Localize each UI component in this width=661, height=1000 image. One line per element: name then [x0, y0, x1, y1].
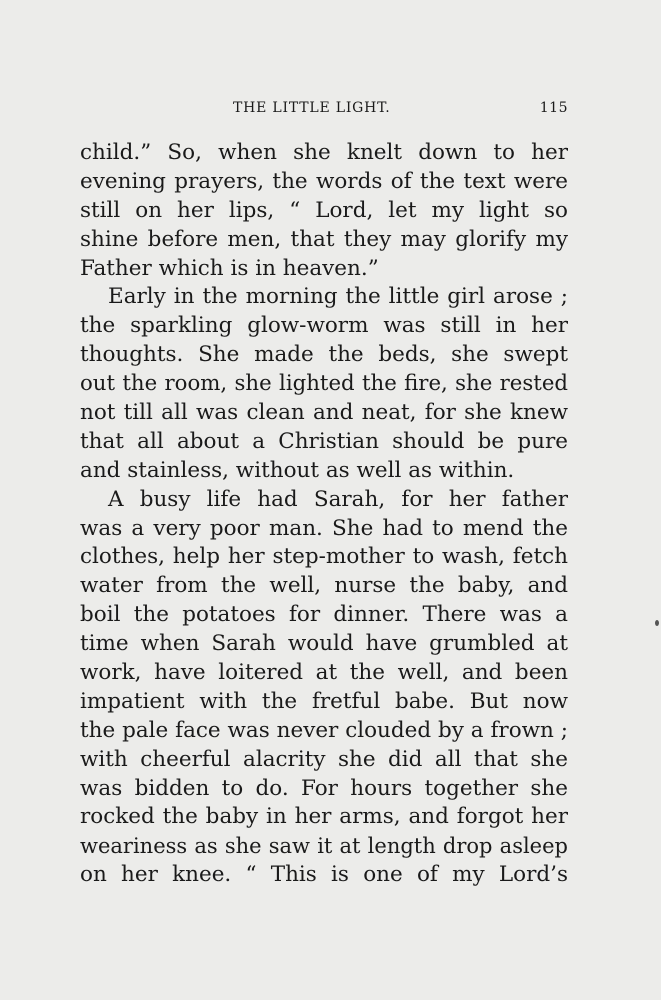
- page-number: 115: [539, 100, 568, 116]
- text-line: time when Sarah would have grumbled at: [80, 631, 568, 657]
- text-line: that all about a Christian should be pure: [80, 428, 568, 454]
- text-line: Father which is in heaven.”: [80, 255, 379, 281]
- text-line: was bidden to do. For hours together she: [80, 775, 568, 801]
- text-line: rocked the baby in her arms, and forgot her: [80, 804, 568, 830]
- text-line: was a very poor man. She had to mend the: [80, 515, 568, 541]
- text-line: impatient with the fretful babe. But now: [80, 688, 568, 714]
- text-line: boil the potatoes for dinner. There was a: [80, 602, 568, 628]
- text-line: water from the well, nurse the baby, and: [80, 573, 568, 599]
- text-line: weariness as she saw it at length drop asleep: [80, 834, 568, 859]
- page-header: [80, 100, 568, 120]
- text-line: thoughts. She made the beds, she swept: [80, 342, 568, 368]
- text-line: not till all was clean and neat, for she knew: [80, 400, 568, 426]
- text-line: still on her lips, “ Lord, let my light so: [80, 197, 568, 223]
- text-line: and stainless, without as well as within.: [80, 457, 515, 483]
- text-line: A busy life had Sarah, for her father: [108, 486, 568, 512]
- text-line: shine before men, that they may glorify my: [80, 226, 568, 252]
- text-line: the pale face was never clouded by a frown ;: [80, 717, 568, 743]
- text-line: evening prayers, the words of the text were: [80, 168, 568, 194]
- text-line: clothes, help her step-mother to wash, fetch: [80, 544, 568, 570]
- text-line: on her knee. “ This is one of my Lord’s: [80, 862, 568, 888]
- text-line: work, have loitered at the well, and been: [80, 660, 568, 686]
- text-line: the sparkling glow-worm was still in her: [80, 313, 568, 339]
- text-line: out the room, she lighted the fire, she rested: [80, 371, 568, 397]
- page-edge-speck: [655, 620, 659, 626]
- text-line: Early in the morning the little girl arose ;: [108, 284, 568, 310]
- running-head: THE LITTLE LIGHT.: [233, 100, 391, 116]
- text-line: child.” So, when she knelt down to her: [80, 140, 568, 165]
- text-line: with cheerful alacrity she did all that she: [80, 746, 568, 772]
- body-text: [80, 139, 568, 890]
